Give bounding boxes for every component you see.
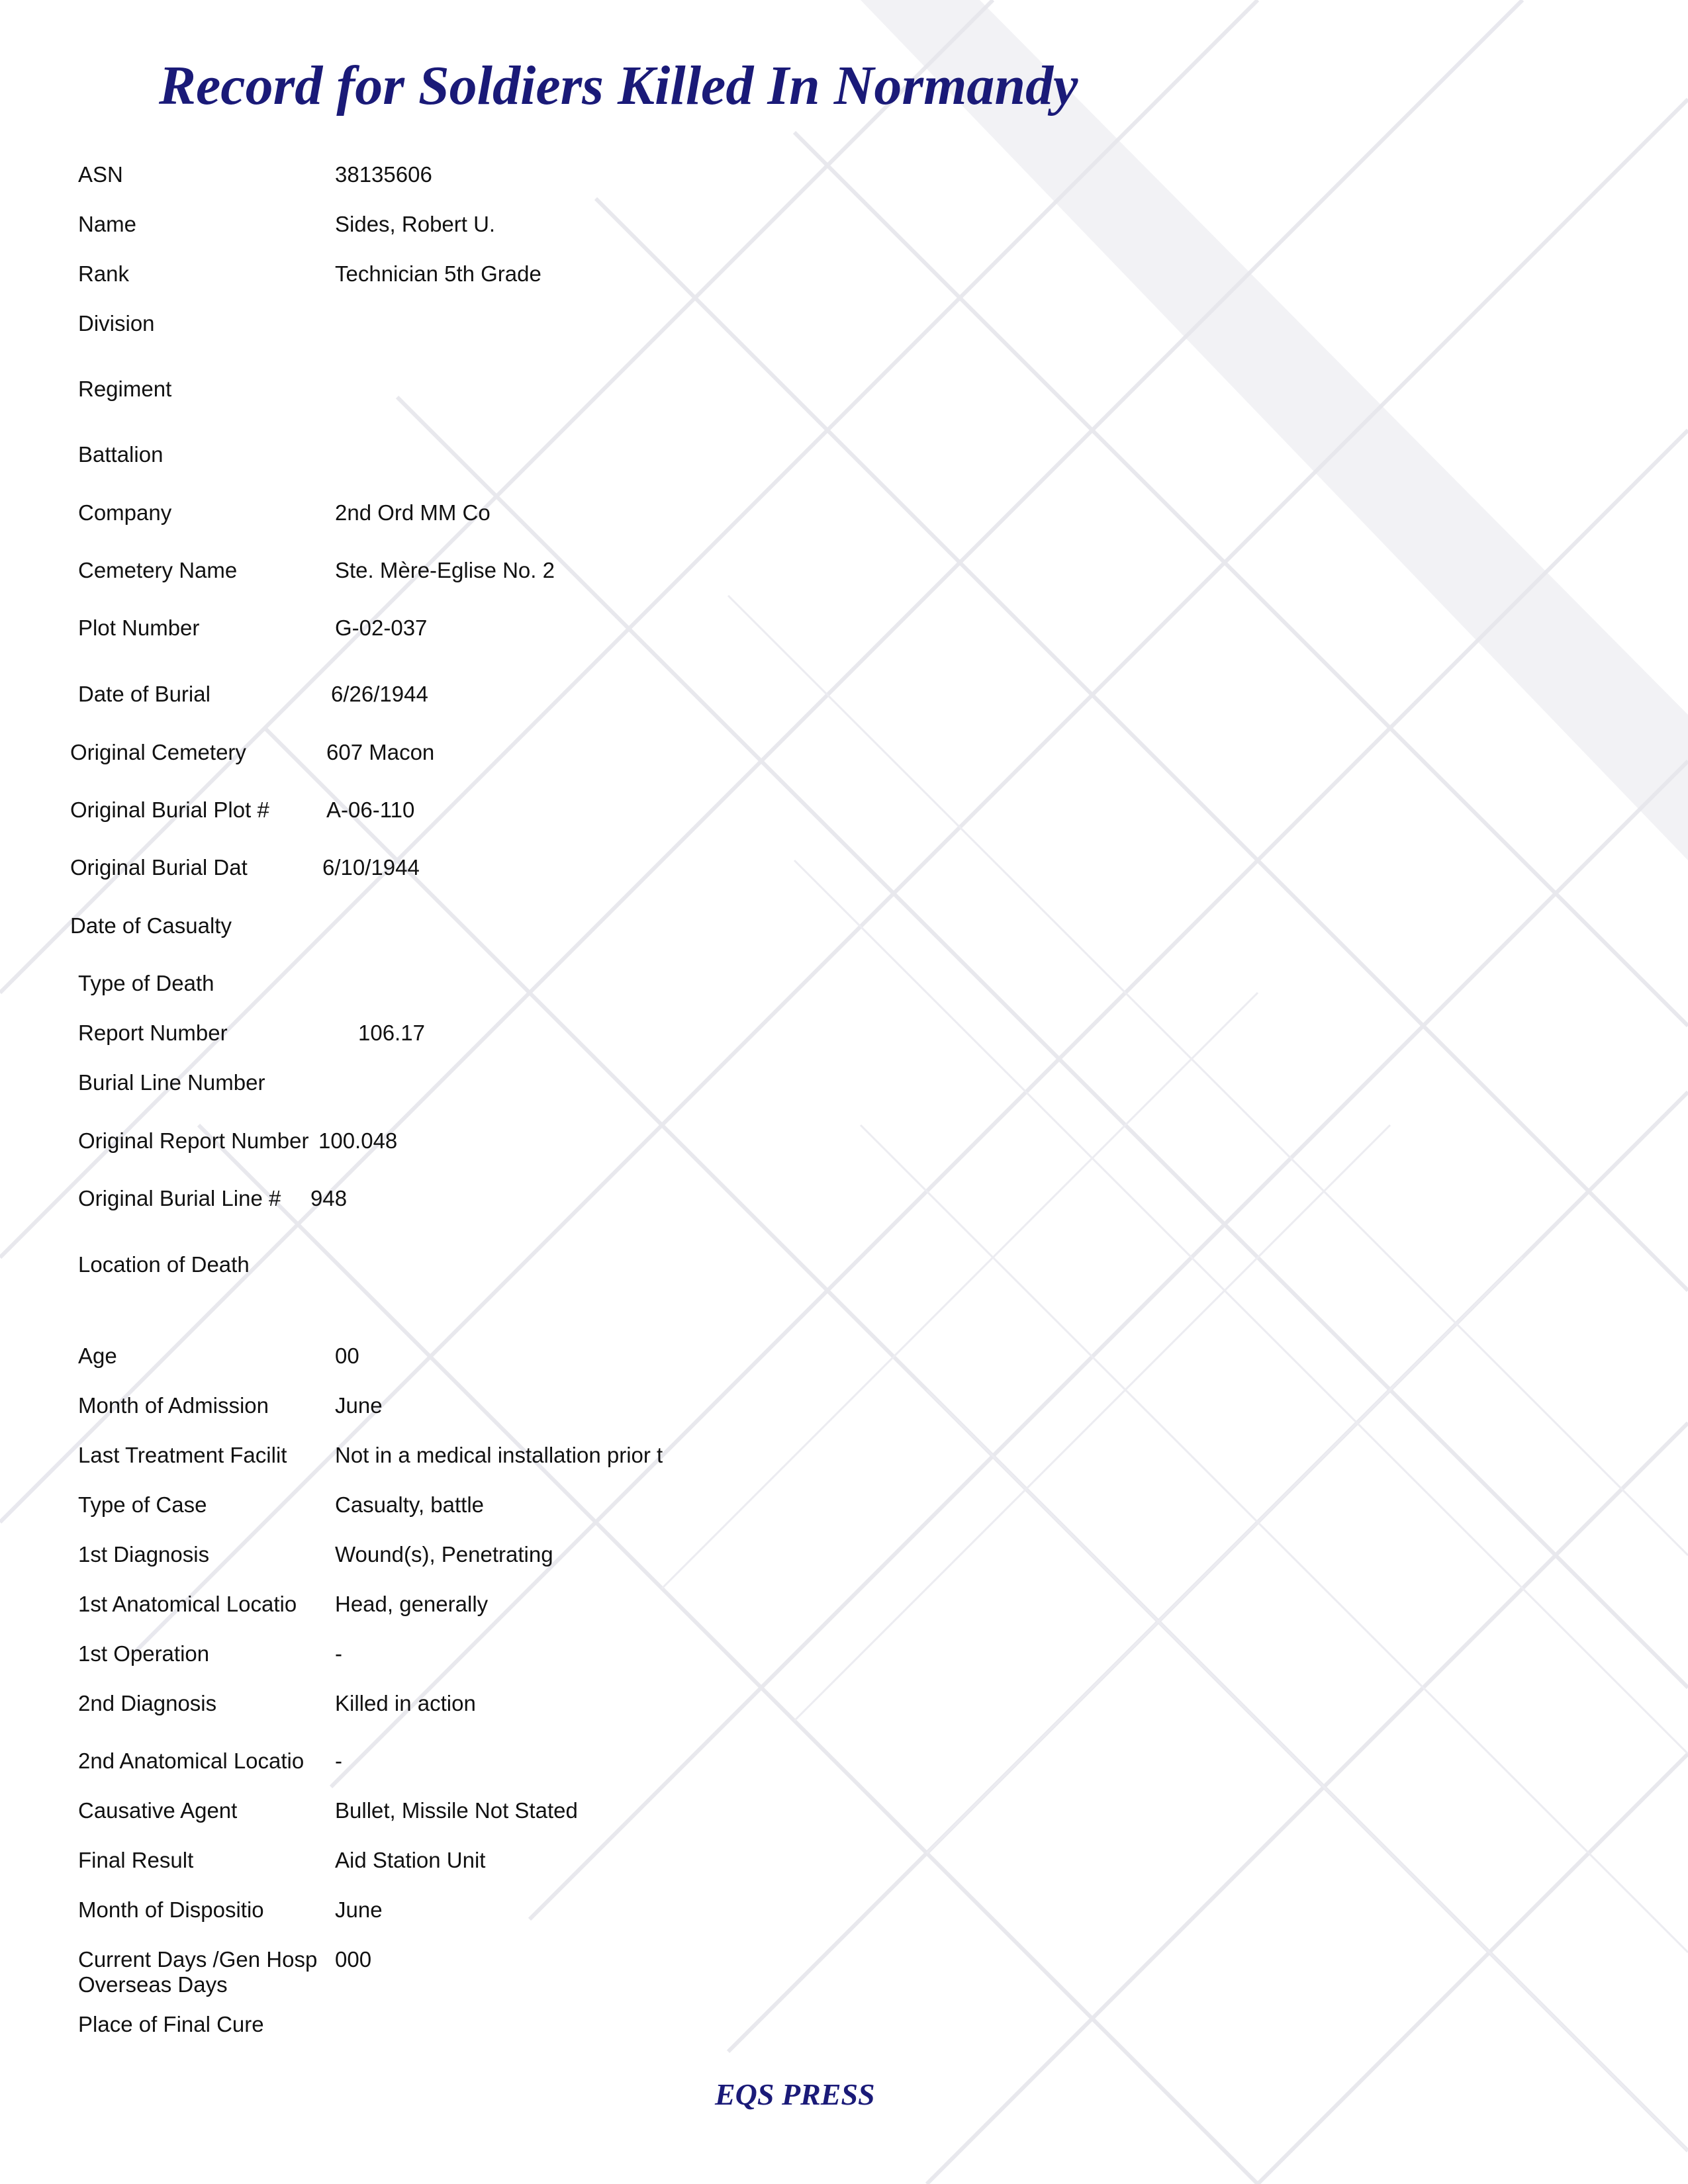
original-report-number-value: 100.048 [318,1128,398,1153]
original-burial-date-label: Original Burial Dat [70,855,248,880]
final-result-value: Aid Station Unit [335,1848,486,1872]
first-diagnosis-value: Wound(s), Penetrating [335,1542,553,1567]
overseas-days-label: Overseas Days [78,1972,228,1997]
original-burial-plot-label: Original Burial Plot # [70,797,269,822]
location-of-death-label: Location of Death [78,1252,250,1277]
original-cemetery-value: 607 Macon [326,740,435,764]
first-anatomical-location-label: 1st Anatomical Locatio [78,1592,297,1616]
original-burial-plot-value: A-06-110 [326,797,415,822]
causative-agent-label: Causative Agent [78,1798,238,1823]
battalion-label: Battalion [78,442,164,467]
first-anatomical-location-value: Head, generally [335,1592,489,1616]
burial-line-number-label: Burial Line Number [78,1070,265,1095]
date-of-casualty-label: Date of Casualty [70,913,232,938]
type-of-case-value: Casualty, battle [335,1492,485,1517]
current-days-label: Current Days /Gen Hosp [78,1947,318,1972]
original-report-number-label: Original Report Number [78,1128,309,1153]
asn-label: ASN [78,162,123,187]
company-label: Company [78,500,172,525]
second-anatomical-location-value: - [335,1749,342,1773]
regiment-label: Regiment [78,377,172,401]
month-of-disposition-value: June [335,1897,383,1922]
report-number-label: Report Number [78,1021,228,1045]
causative-agent-value: Bullet, Missile Not Stated [335,1798,578,1823]
date-of-burial-value: 6/26/1944 [331,682,428,706]
type-of-death-label: Type of Death [78,971,214,995]
second-diagnosis-value: Killed in action [335,1691,476,1715]
final-result-label: Final Result [78,1848,194,1872]
plot-number-label: Plot Number [78,615,200,640]
type-of-case-label: Type of Case [78,1492,207,1517]
company-value: 2nd Ord MM Co [335,500,491,525]
month-of-admission-value: June [335,1393,383,1418]
place-of-final-cure-label: Place of Final Cure [78,2012,264,2036]
page-title: Record for Soldiers Killed In Normandy [159,55,1078,116]
name-label: Name [78,212,137,236]
first-operation-value: - [335,1641,342,1666]
cemetery-name-label: Cemetery Name [78,558,238,582]
rank-label: Rank [78,261,130,286]
age-value: 00 [335,1343,359,1368]
asn-value: 38135606 [335,162,432,187]
date-of-burial-label: Date of Burial [78,682,211,706]
original-burial-line-label: Original Burial Line # [78,1186,281,1210]
last-treatment-facility-value: Not in a medical installation prior t [335,1443,663,1467]
name-value: Sides, Robert U. [335,212,496,236]
first-operation-label: 1st Operation [78,1641,210,1666]
rank-value: Technician 5th Grade [335,261,541,286]
age-label: Age [78,1343,117,1368]
current-days-value: 000 [335,1947,372,1972]
second-diagnosis-label: 2nd Diagnosis [78,1691,217,1715]
report-number-value: 106.17 [358,1021,425,1045]
month-of-admission-label: Month of Admission [78,1393,269,1418]
second-anatomical-location-label: 2nd Anatomical Locatio [78,1749,305,1773]
publisher-footer: EQS PRESS [715,2077,875,2111]
original-cemetery-label: Original Cemetery [70,740,246,764]
first-diagnosis-label: 1st Diagnosis [78,1542,210,1567]
cemetery-name-value: Ste. Mère-Eglise No. 2 [335,558,555,582]
division-label: Division [78,311,155,336]
month-of-disposition-label: Month of Dispositio [78,1897,264,1922]
original-burial-line-value: 948 [310,1186,348,1210]
plot-number-value: G-02-037 [335,615,428,640]
last-treatment-facility-label: Last Treatment Facilit [78,1443,287,1467]
original-burial-date-value: 6/10/1944 [322,855,420,880]
